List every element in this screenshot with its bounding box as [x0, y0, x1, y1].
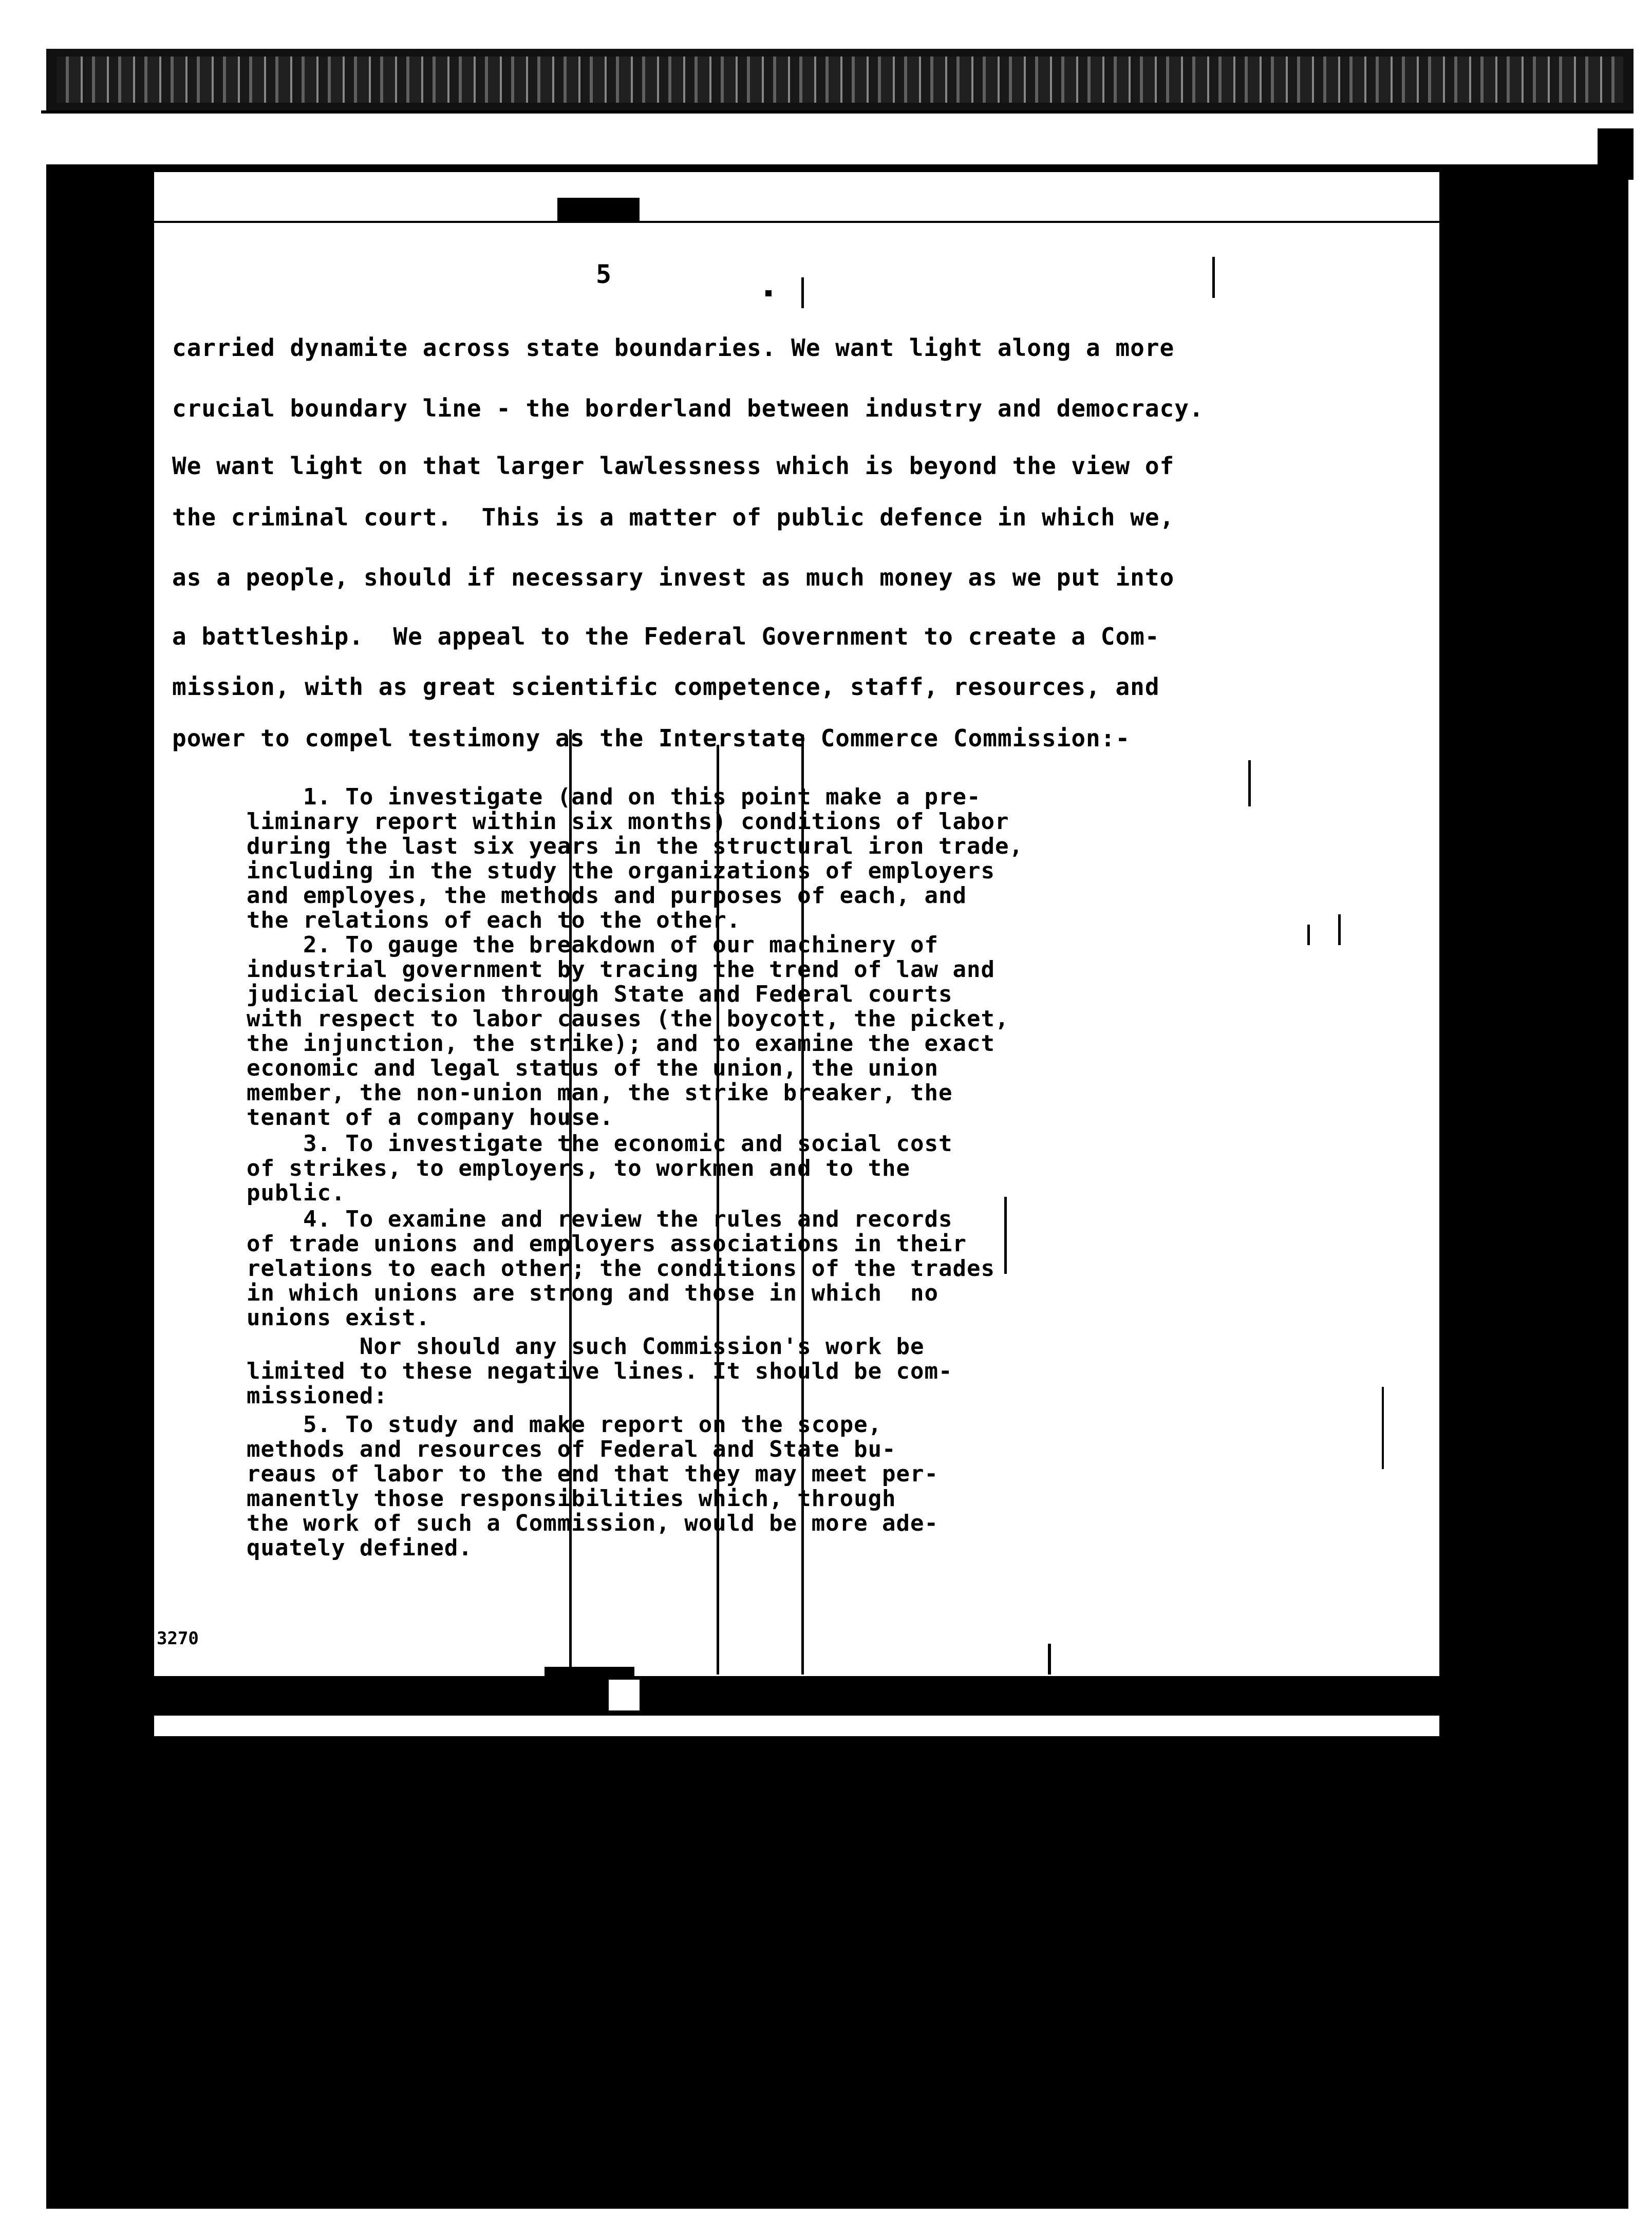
- list-line: quately defined.: [247, 1535, 473, 1561]
- list-line: missioned:: [247, 1383, 388, 1409]
- list-line: of strikes, to employers, to workmen and to the: [247, 1155, 911, 1181]
- scan-noise: [57, 57, 1623, 103]
- scan-speck: [1048, 1644, 1051, 1675]
- fold-crease: [1004, 1197, 1007, 1274]
- text-line: We want light on that larger lawlessness which is beyond the view of: [172, 452, 1175, 480]
- list-line: industrial government by tracing the trend of law and: [247, 956, 995, 983]
- scan-speck: [1248, 760, 1251, 806]
- list-line: 3. To investigate the economic and social cost: [247, 1131, 953, 1157]
- list-line: and employes, the methods and purposes of each, and: [247, 882, 967, 909]
- top-strip-edge: [41, 110, 1634, 128]
- list-line: public.: [247, 1180, 346, 1206]
- list-line: the work of such a Commission, would be more ade-: [247, 1510, 939, 1536]
- text-line: power to compel testimony as the Interstate Commerce Commission:-: [172, 724, 1131, 752]
- list-line: the relations of each to the other.: [247, 907, 741, 933]
- paper-bottom-strip: [154, 1716, 1439, 1736]
- list-line: relations to each other; the conditions of the trades: [247, 1255, 995, 1282]
- list-line: judicial decision through State and Federal courts: [247, 981, 953, 1007]
- list-line: 2. To gauge the breakdown of our machinery of: [247, 932, 939, 958]
- paper-top-tab: [557, 198, 640, 221]
- text-line: as a people, should if necessary invest as much money as we put into: [172, 563, 1175, 591]
- scan-speck: [1307, 925, 1310, 945]
- list-line: manently those responsibilities which, through: [247, 1485, 896, 1512]
- scan-speck: [765, 290, 772, 296]
- stamp-number: 3270: [157, 1628, 199, 1649]
- list-line: limited to these negative lines. It should be com-: [247, 1358, 953, 1384]
- scan-speck: [1382, 1387, 1384, 1469]
- list-line: liminary report within six months) conditions of labor: [247, 808, 1009, 835]
- scan-speck: [801, 277, 804, 308]
- list-line: Nor should any such Commission's work be: [247, 1333, 925, 1360]
- list-line: of trade unions and employers associations in their: [247, 1231, 967, 1257]
- list-line: the injunction, the strike); and to examine the exact: [247, 1030, 995, 1057]
- list-line: methods and resources of Federal and State bu-: [247, 1436, 896, 1462]
- list-line: with respect to labor causes (the boycott, the picket,: [247, 1006, 1009, 1032]
- text-line: carried dynamite across state boundaries. We want light along a more: [172, 334, 1175, 362]
- scan-speck: [1212, 257, 1215, 298]
- frame-corner: [1598, 128, 1634, 180]
- list-line: including in the study the organizations of employers: [247, 858, 995, 884]
- list-line: in which unions are strong and those in which no: [247, 1280, 939, 1306]
- list-line: 4. To examine and review the rules and records: [247, 1206, 953, 1232]
- paper-bottom-tab: [609, 1680, 640, 1710]
- scan-speck: [1338, 914, 1341, 945]
- text-line: a battleship. We appeal to the Federal Government to create a Com-: [172, 623, 1160, 650]
- list-line: member, the non-union man, the strike breaker, the: [247, 1080, 953, 1106]
- list-line: 5. To study and make report on the scope,: [247, 1412, 883, 1438]
- text-line: crucial boundary line - the borderland between industry and democracy.: [172, 394, 1204, 422]
- text-line: the criminal court. This is a matter of public defence in which we,: [172, 503, 1175, 531]
- page-number: 5: [596, 259, 612, 289]
- list-line: tenant of a company house.: [247, 1104, 614, 1131]
- list-line: reaus of labor to the end that they may meet per-: [247, 1461, 939, 1487]
- list-line: 1. To investigate (and on this point make a pre-: [247, 784, 981, 810]
- paper-top-band: [154, 172, 1439, 223]
- list-line: during the last six years in the structural iron trade,: [247, 833, 1023, 859]
- list-line: unions exist.: [247, 1305, 430, 1331]
- text-line: mission, with as great scientific competence, staff, resources, and: [172, 673, 1160, 701]
- scan-speck: [1572, 2152, 1613, 2183]
- list-line: economic and legal status of the union, the union: [247, 1055, 939, 1081]
